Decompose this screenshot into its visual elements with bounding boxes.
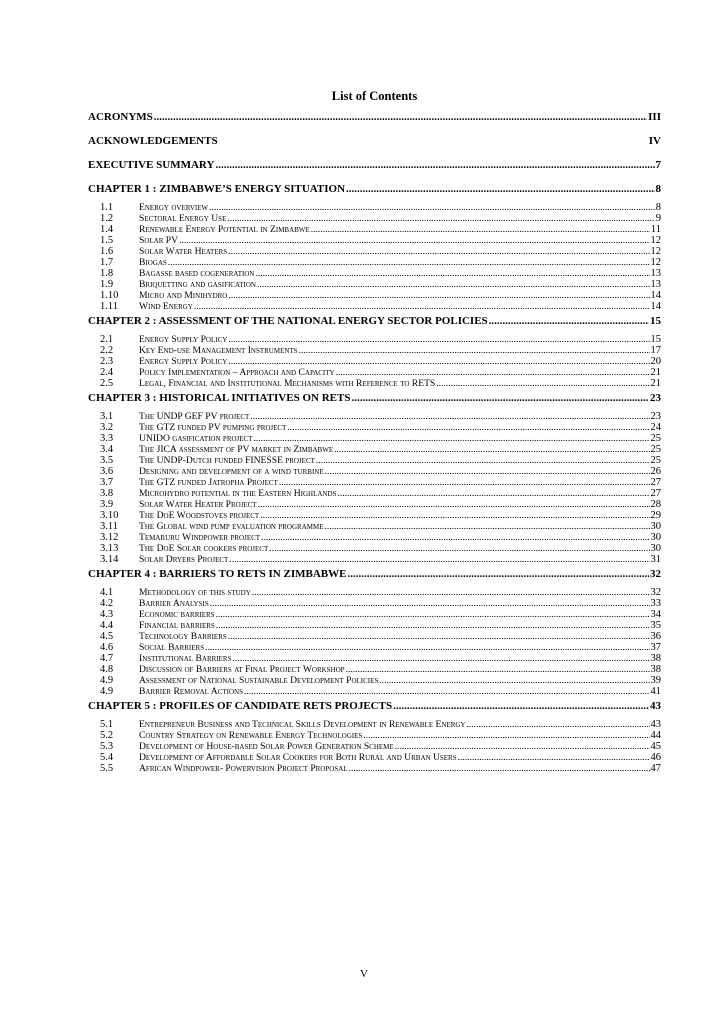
section-page: 25 [650,433,661,444]
section-number: 4.8 [100,664,114,675]
section-number: 5.5 [100,763,114,774]
section-label: Social Barriers [139,642,205,653]
section-page: 32 [650,587,661,598]
dot-leader [287,422,649,433]
dot-leader [347,568,649,581]
section-label: Assessment of National Sustainable Development Policies [139,675,379,686]
section-label: The DoE Solar cookers project [139,543,269,554]
toc-front-entry[interactable] [88,111,661,124]
section-page: 33 [650,598,661,609]
section-label: UNIDO gasification project [139,433,253,444]
dot-leader [216,609,650,620]
dot-leader [325,521,650,532]
section-page: 44 [650,730,661,741]
toc-entry-page: 15 [650,315,661,327]
section-number: 1.4 [100,224,114,235]
toc-entry-label: CHAPTER 5 : PROFILES OF CANDIDATE RETS PROJECTS [88,700,393,712]
section-label: Institutional Barriers [139,653,232,664]
section-label: Discussion of Barriers at Final Project Workshop [139,664,345,675]
toc-section-entry[interactable] [88,719,661,730]
dot-leader [279,477,650,488]
section-page: 21 [650,378,661,389]
section-page: 25 [650,455,661,466]
section-number: 5.4 [100,752,114,763]
section-page: 9 [655,213,661,224]
section-page: 12 [650,235,661,246]
section-page: 34 [650,609,661,620]
section-number: 3.3 [100,433,114,444]
section-label: Briquetting and gasification [139,279,256,290]
toc-section-entry[interactable] [88,213,661,224]
section-page: 29 [650,510,661,521]
dot-leader [209,202,655,213]
toc-section-entry[interactable] [88,345,661,356]
toc-chapter-entry[interactable] [88,568,661,581]
dot-leader [466,719,649,730]
section-page: 37 [650,642,661,653]
toc-section-entry[interactable] [88,752,661,763]
section-page: 45 [650,741,661,752]
toc-chapter-entry[interactable] [88,392,661,405]
toc-entry-label: CHAPTER 2 : ASSESSMENT OF THE NATIONAL ENERGY SECTOR POLICIES [88,315,488,327]
spacer [88,124,661,135]
toc-chapter-entry[interactable] [88,183,661,196]
spacer [88,148,661,159]
dot-leader [227,213,654,224]
section-number: 5.2 [100,730,114,741]
section-label: The Global wind pump evaluation programme [139,521,324,532]
toc-section-entry[interactable] [88,466,661,477]
toc-section-entry[interactable] [88,686,661,697]
section-page: 28 [650,499,661,510]
section-label: The DoE Woodstoves project [139,510,260,521]
section-page: 13 [650,268,661,279]
toc-section-entry[interactable] [88,257,661,268]
section-label: Micro and Minihydro [139,290,228,301]
toc-section-entry[interactable] [88,664,661,675]
section-page: 31 [650,554,661,565]
toc-entry-page: IV [648,135,661,147]
section-page: 17 [650,345,661,356]
toc-section-entry[interactable] [88,642,661,653]
section-number: 4.7 [100,653,114,664]
dot-leader [252,587,650,598]
dot-leader [395,741,650,752]
dot-leader [244,686,650,697]
section-page: 27 [650,488,661,499]
section-label: Solar Water Heaters [139,246,228,257]
section-number: 4.6 [100,642,114,653]
section-page: 30 [650,543,661,554]
section-label: Development of House-based Solar Power Generation Scheme [139,741,394,752]
section-label: Renewable Energy Potential in Zimbabwe [139,224,310,235]
dot-leader [250,411,649,422]
section-page: 25 [650,444,661,455]
section-number: 1.5 [100,235,114,246]
dot-leader [229,554,649,565]
toc-section-entry[interactable] [88,543,661,554]
dot-leader [393,700,649,713]
section-number: 3.9 [100,499,114,510]
toc-section-entry[interactable] [88,268,661,279]
section-number: 4.4 [100,620,114,631]
section-label: The GTZ funded Jatropha Project [139,477,278,488]
section-number: 1.6 [100,246,114,257]
section-label: Wind Energy [139,301,193,312]
toc-section-entry[interactable] [88,433,661,444]
dot-leader [179,235,649,246]
section-number: 4.1 [100,587,114,598]
section-page: 21 [650,367,661,378]
toc-section-entry[interactable] [88,532,661,543]
section-page: 14 [650,290,661,301]
dot-leader [228,631,650,642]
section-number: 3.7 [100,477,114,488]
section-number: 3.12 [100,532,119,543]
dot-leader [311,224,650,235]
toc-entry-label: CHAPTER 4 : BARRIERS TO RETS IN ZIMBABWE [88,568,347,580]
toc-section-entry[interactable] [88,488,661,499]
section-label: Economic barriers [139,609,215,620]
dot-leader [233,653,650,664]
section-number: 1.2 [100,213,114,224]
section-label: Energy Supply Policy [139,334,228,345]
dot-leader [228,334,649,345]
toc-front-entry[interactable] [88,159,661,172]
toc-section-entry[interactable] [88,378,661,389]
dot-leader [228,246,649,257]
section-page: 15 [650,334,661,345]
toc-section-entry[interactable] [88,554,661,565]
dot-leader [228,290,649,301]
section-number: 3.6 [100,466,114,477]
section-label: Technology Barriers [139,631,227,642]
section-number: 2.1 [100,334,114,345]
section-label: Financial barriers [139,620,215,631]
section-label: Legal, Financial and Institutional Mechanisms with Reference to RETS [139,378,436,389]
section-page: 14 [650,301,661,312]
section-label: Temaruru Windpower project [139,532,261,543]
toc-entry-label: CHAPTER 3 : HISTORICAL INITIATIVES ON RETS [88,392,351,404]
section-label: Sectoral Energy Use [139,213,227,224]
section-label: Solar Water Heater Project [139,499,257,510]
dot-leader [205,642,649,653]
section-number: 1.10 [100,290,119,301]
dot-leader [489,315,649,328]
section-label: Entrepreneur Business and Technical Skills Development in Renewable Energy [139,719,466,730]
page-number: V [360,968,368,980]
toc-section-entry[interactable] [88,620,661,631]
section-number: 1.7 [100,257,114,268]
dot-leader [336,367,650,378]
dot-leader [254,433,650,444]
section-page: 11 [650,224,661,235]
dot-leader [334,444,649,455]
dot-leader [379,675,649,686]
table-of-contents [88,111,661,777]
dot-leader [337,488,649,499]
section-number: 3.2 [100,422,114,433]
section-number: 1.11 [100,301,118,312]
section-number: 2.4 [100,367,114,378]
section-page: 41 [650,686,661,697]
toc-section-entry[interactable] [88,202,661,213]
toc-section-entry[interactable] [88,356,661,367]
section-page: 12 [650,246,661,257]
section-label: Biogas [139,257,167,268]
toc-section-entry[interactable] [88,521,661,532]
section-page: 30 [650,521,661,532]
section-label: Policy Implementation – Approach and Capacity [139,367,335,378]
toc-entry-page: 7 [655,159,661,171]
dot-leader [436,378,649,389]
section-label: The GTZ funded PV pumping project [139,422,287,433]
dot-leader [316,455,650,466]
section-page: 30 [650,532,661,543]
toc-section-entry[interactable] [88,411,661,422]
section-label: The UNDP GEF PV project [139,411,250,422]
section-page: 27 [650,477,661,488]
section-label: Country Strategy on Renewable Energy Technologies [139,730,363,741]
section-number: 4.3 [100,609,114,620]
dot-leader [194,301,650,312]
toc-section-entry[interactable] [88,444,661,455]
section-number: 5.3 [100,741,114,752]
section-page: 38 [650,664,661,675]
dot-leader [260,510,649,521]
toc-section-entry[interactable] [88,246,661,257]
dot-leader [346,183,654,196]
section-page: 39 [650,675,661,686]
toc-section-entry[interactable] [88,675,661,686]
section-label: Barrier Removal Actions [139,686,243,697]
section-number: 3.5 [100,455,114,466]
toc-entry-label: ACKNOWLEDGEMENTS [88,135,218,147]
dot-leader [351,392,649,405]
toc-section-entry[interactable] [88,367,661,378]
section-number: 3.8 [100,488,114,499]
toc-section-entry[interactable] [88,598,661,609]
toc-section-entry[interactable] [88,235,661,246]
toc-section-entry[interactable] [88,653,661,664]
section-number: 4.9 [100,686,114,697]
section-page: 46 [650,752,661,763]
dot-leader [325,466,650,477]
dot-leader [154,111,647,124]
spacer [88,774,661,777]
toc-entry-page: 43 [650,700,661,712]
section-label: Microhydro potential in the Eastern Highlands [139,488,337,499]
section-label: The JICA assessment of PV market in Zimbabwe [139,444,334,455]
spacer [88,172,661,183]
section-label: Energy Supply Policy [139,356,228,367]
section-label: Designing and development of a wind turbine [139,466,324,477]
toc-section-entry[interactable] [88,587,661,598]
toc-entry-page: III [648,111,661,123]
section-page: 35 [650,620,661,631]
toc-chapter-entry[interactable] [88,700,661,713]
dot-leader [458,752,650,763]
section-number: 4.9 [100,675,114,686]
section-label: Solar PV [139,235,179,246]
section-page: 20 [650,356,661,367]
dot-leader [255,268,649,279]
dot-leader [168,257,650,268]
dot-leader [269,543,649,554]
section-number: 4.5 [100,631,114,642]
section-label: Solar Dryers Project [139,554,229,565]
section-number: 5.1 [100,719,114,730]
toc-chapter-entry[interactable] [88,315,661,328]
toc-entry-page: 8 [655,183,661,195]
dot-leader [228,356,649,367]
section-number: 2.3 [100,356,114,367]
section-label: Development of Affordable Solar Cookers for Both Rural and Urban Users [139,752,457,763]
dot-leader [215,159,654,172]
toc-section-entry[interactable] [88,422,661,433]
toc-entry-page: 23 [650,392,661,404]
dot-leader [261,532,649,543]
section-page: 26 [650,466,661,477]
section-label: Barrier Analysis [139,598,209,609]
section-number: 3.4 [100,444,114,455]
section-number: 4.2 [100,598,114,609]
section-number: 2.2 [100,345,114,356]
section-label: The UNDP-Dutch funded FINESSE project [139,455,315,466]
toc-section-entry[interactable] [88,730,661,741]
dot-leader [299,345,650,356]
dot-leader [210,598,650,609]
dot-leader [258,499,650,510]
dot-leader [363,730,649,741]
toc-section-entry[interactable] [88,290,661,301]
toc-section-entry[interactable] [88,279,661,290]
toc-entry-label: EXECUTIVE SUMMARY [88,159,215,171]
toc-entry-label: CHAPTER 1 : ZIMBABWE’S ENERGY SITUATION [88,183,346,195]
dot-leader [216,620,650,631]
toc-section-entry[interactable] [88,224,661,235]
toc-section-entry[interactable] [88,455,661,466]
toc-section-entry[interactable] [88,301,661,312]
page-title: List of Contents [331,89,418,103]
section-page: 8 [655,202,661,213]
dot-leader [346,664,650,675]
toc-section-entry[interactable] [88,334,661,345]
section-page: 38 [650,653,661,664]
section-page: 12 [650,257,661,268]
toc-section-entry[interactable] [88,477,661,488]
toc-section-entry[interactable] [88,741,661,752]
section-number: 3.11 [100,521,118,532]
dot-leader [257,279,650,290]
section-page: 23 [650,411,661,422]
toc-section-entry[interactable] [88,510,661,521]
section-number: 3.1 [100,411,114,422]
toc-section-entry[interactable] [88,763,661,774]
section-number: 1.9 [100,279,114,290]
section-label: Energy overview [139,202,209,213]
toc-section-entry[interactable] [88,499,661,510]
dot-leader [349,763,650,774]
section-number: 2.5 [100,378,114,389]
section-page: 43 [650,719,661,730]
section-label: African Windpower- Powervision Project Proposal [139,763,348,774]
section-label: Bagasse based cogeneration [139,268,255,279]
toc-section-entry[interactable] [88,631,661,642]
toc-front-entry[interactable] [88,135,661,148]
section-number: 1.8 [100,268,114,279]
section-page: 13 [650,279,661,290]
section-number: 1.1 [100,202,114,213]
section-page: 24 [650,422,661,433]
section-label: Key End-use Management Instruments [139,345,298,356]
toc-section-entry[interactable] [88,609,661,620]
section-number: 3.14 [100,554,119,565]
toc-entry-label: ACRONYMS [88,111,153,123]
section-label: Methodology of this study [139,587,251,598]
toc-entry-page: 32 [650,568,661,580]
section-page: 47 [650,763,661,774]
section-page: 36 [650,631,661,642]
section-number: 3.10 [100,510,119,521]
section-number: 3.13 [100,543,119,554]
